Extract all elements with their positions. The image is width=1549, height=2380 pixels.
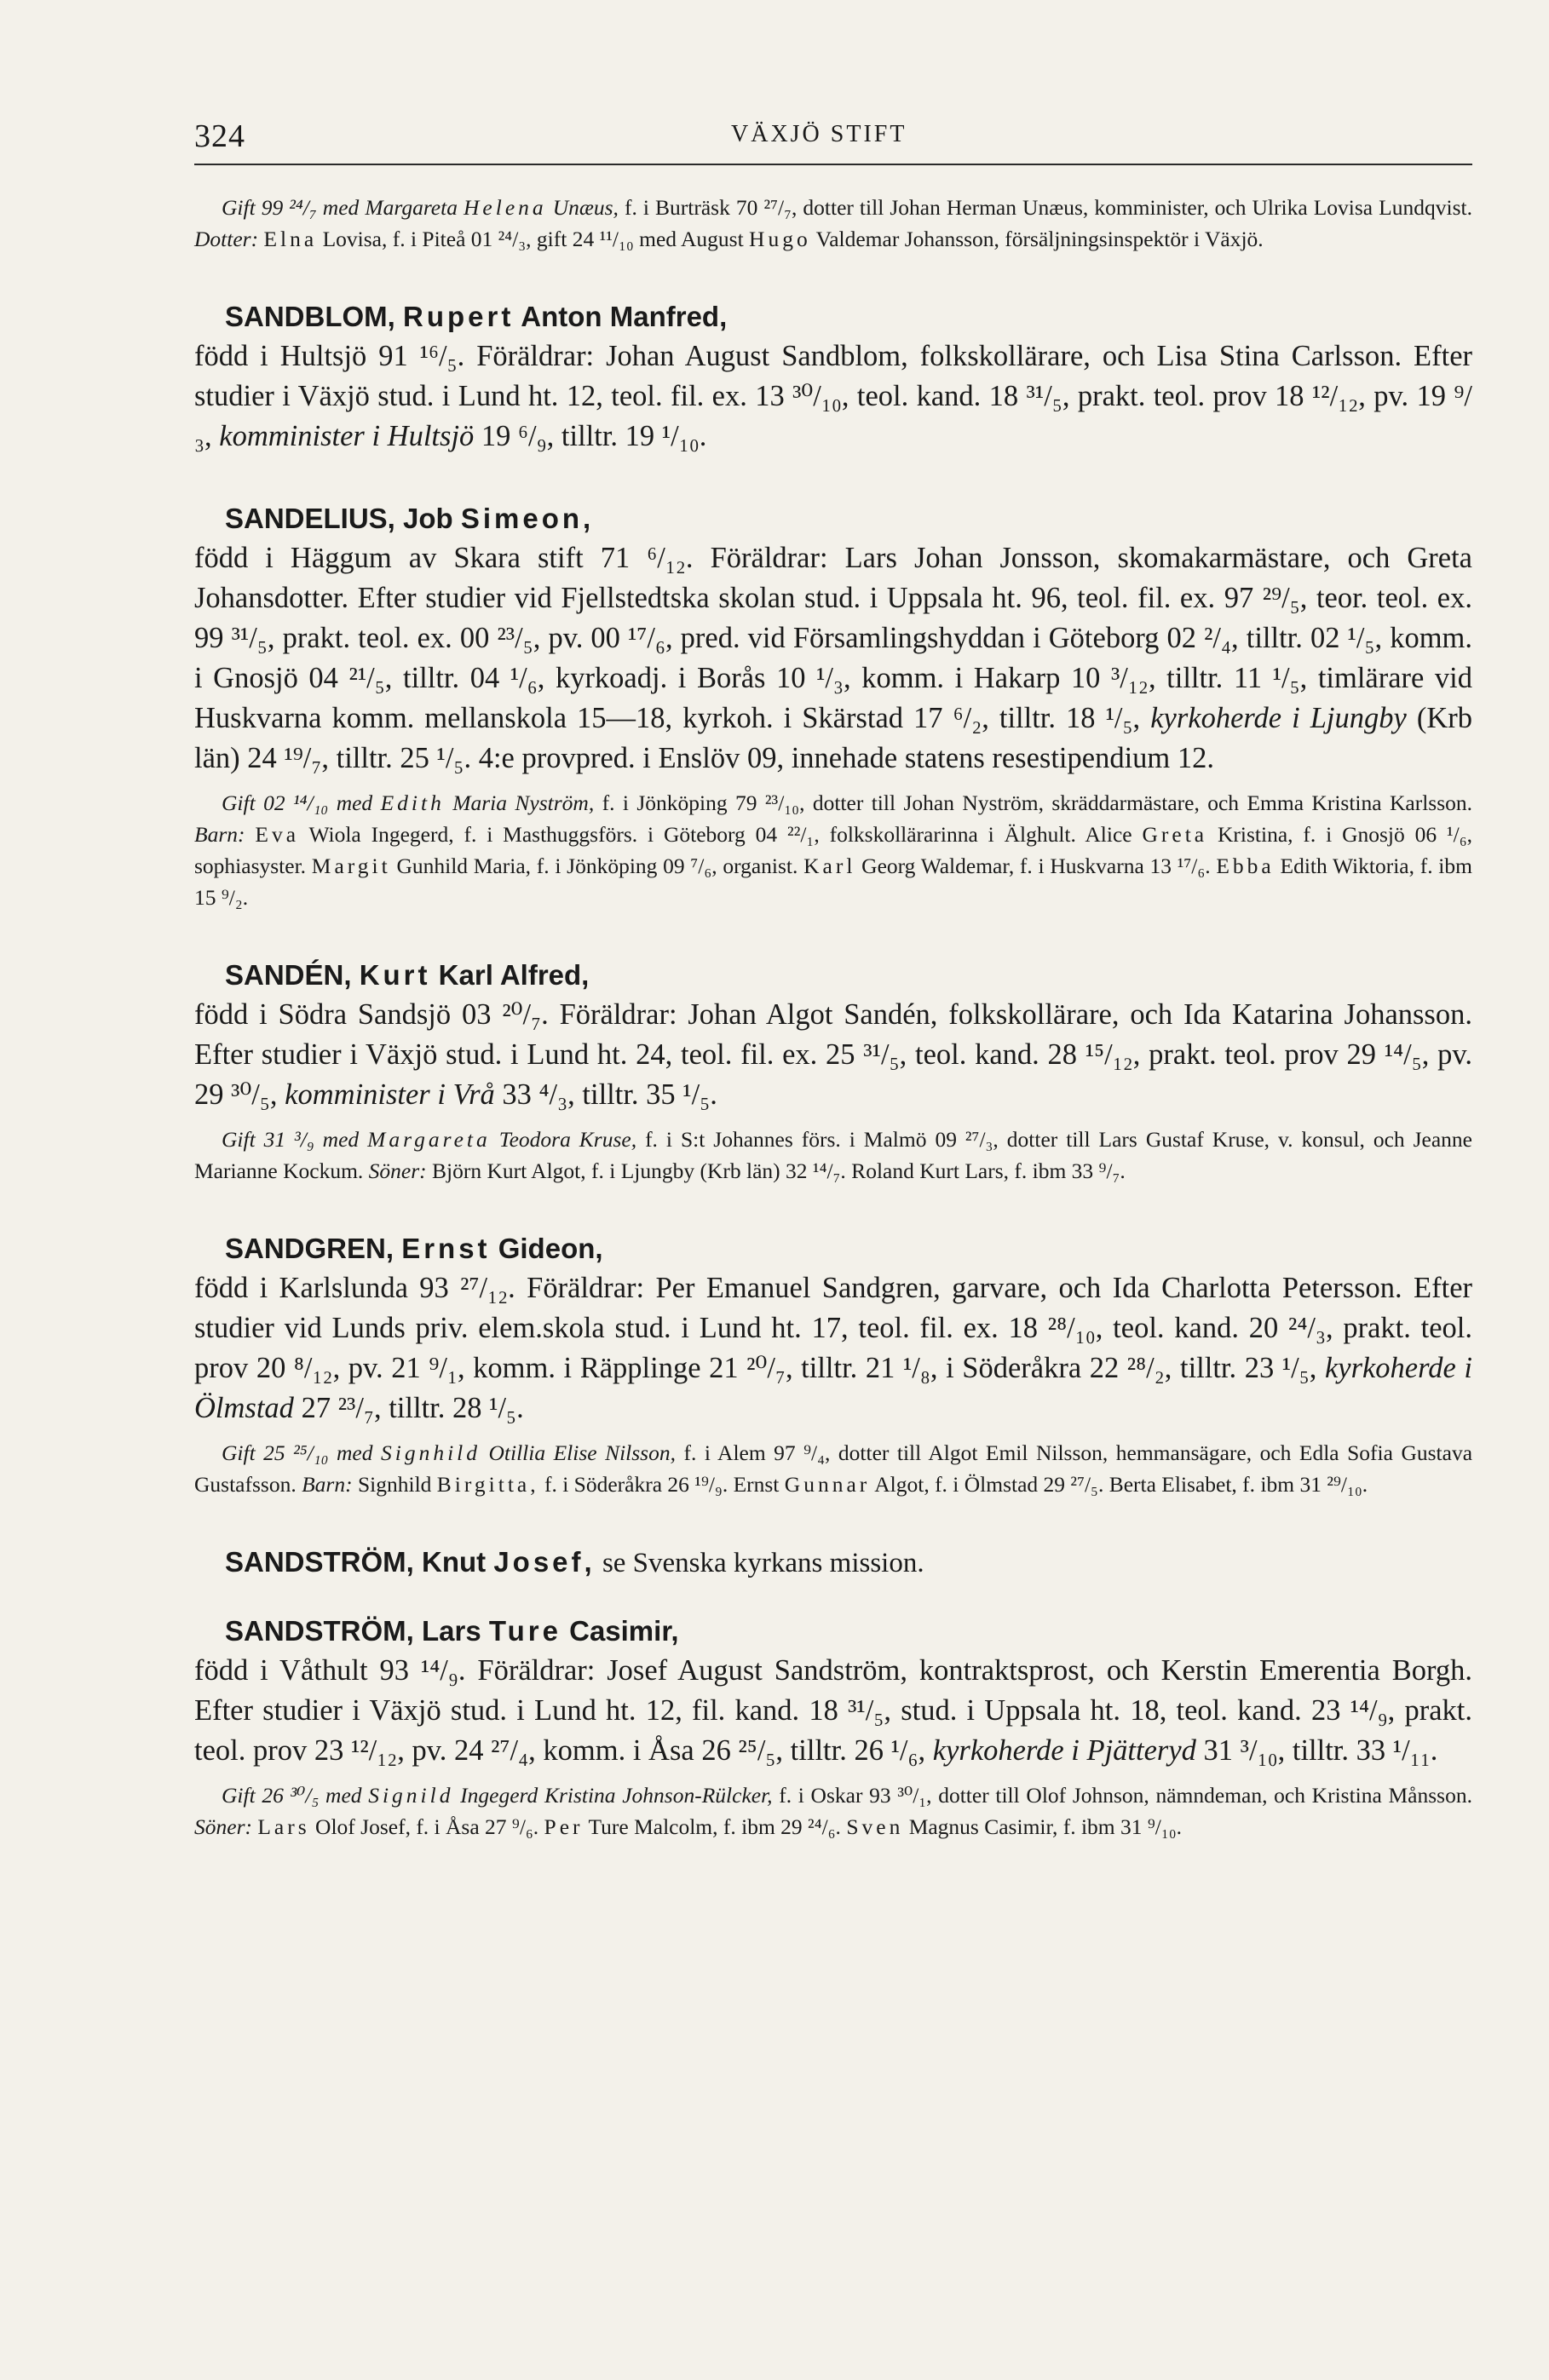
entry-sandgren: [194, 1229, 1472, 1500]
biography-paragraph: [194, 1651, 1472, 1771]
text-span: Margareta: [365, 195, 464, 220]
text-span: Teodora Kruse,: [490, 1127, 637, 1152]
text-span: Anton Manfred,: [514, 301, 728, 332]
text-span: Signhild: [380, 1440, 481, 1465]
biography-paragraph: [194, 995, 1472, 1115]
marriage-paragraph: [194, 1124, 1472, 1187]
text-span: SANDELIUS, Job: [225, 503, 461, 534]
text-span: f. i Alem 97 ⁹/₄, dotter till Algot Emil Nilsson, hemmansägare, och Edla Sofia Gustava Gustafsson.: [194, 1440, 1473, 1497]
text-span: Söner:: [194, 1814, 252, 1839]
biography-paragraph: [194, 538, 1472, 779]
entry-sandelius: [194, 499, 1472, 913]
text-span: komminister i Hultsjö: [219, 420, 475, 452]
text-span: Gift 31 ³/₉ med: [222, 1127, 368, 1152]
text-span: född i Hultsjö 91 ¹⁶/₅. Föräldrar: Johan August Sandblom, folkskollärare, och Lisa Stina Carlsson. Efter studier i Växjö stud. i Lund ht. 12, teol. fil. ex. 13 ³⁰/₁₀, teol. kand. 18 ³¹/₅, prakt. teol. prov 18 ¹²/₁₂, pv. 19 ⁹/₃,: [194, 340, 1472, 452]
text-span: SANDÉN,: [225, 959, 360, 991]
text-span: Greta: [1142, 822, 1208, 847]
text-span: Gift 25 ²⁵/₁₀ med: [222, 1440, 381, 1465]
text-span: Per: [544, 1814, 584, 1839]
text-span: Ernst: [401, 1233, 491, 1264]
entry-sandstrom-lars: [194, 1612, 1472, 1842]
text-span: f. i Söderåkra 26 ¹⁹/₉. Ernst: [538, 1472, 785, 1497]
text-span: född i Häggum av Skara stift 71 ⁶/₁₂. Föräldrar: Lars Johan Jonsson, skomakarmästare, och Greta Johansdotter. Efter studier vid Fjellstedtska skolan stud. i Uppsala ht. 96, teol. fil. ex. 97 ²⁹/₅, teor. teol. ex. 99 ³¹/₅, prakt. teol. ex. 00 ²³/₅, pv. 00 ¹⁷/₆, pred. vid Församlingshyddan i Göteborg 02 ²/₄, tilltr. 02 ¹/₅, komm. i Gnosjö 04 ²¹/₅, tilltr. 04 ¹/₆, kyrkoadj. i Borås 10 ¹/₃, komm. i Hakarp 10 ³/₁₂, tilltr. 11 ¹/₅, timlärare vid Huskvarna komm. mellanskola 15—18, kyrkoh. i Skärstad 17 ⁶/₂, tilltr. 18 ¹/₅,: [194, 542, 1472, 734]
text-span: Ture Malcolm, f. ibm 29 ²⁴/₆.: [583, 1814, 847, 1839]
text-span: Kristina, f. i Gnosjö 06 ¹/₆, sophiasyster.: [194, 822, 1473, 878]
text-span: Björn Kurt Algot, f. i Ljungby (Krb län) 32 ¹⁴/₇. Roland Kurt Lars, f. ibm 33 ⁹/₇.: [426, 1158, 1126, 1183]
text-span: Birgitta,: [436, 1472, 539, 1497]
text-span: Hugo: [749, 227, 811, 251]
text-span: Kurt: [359, 959, 431, 991]
text-span: Gunnar: [784, 1472, 871, 1497]
text-span: Signild: [368, 1783, 454, 1808]
text-span: Valdemar Johansson, försäljningsinspektör i Växjö.: [810, 227, 1264, 251]
text-span: Söner:: [368, 1158, 427, 1183]
text-span: Olof Josef, f. i Åsa 27 ⁹/₆.: [309, 1814, 544, 1839]
text-span: f. i Jönköping 79 ²³/₁₀, dotter till Johan Nyström, skräddarmästare, och Emma Kristina Karlsson.: [594, 790, 1473, 815]
text-span: Barn:: [194, 822, 245, 847]
page-number: 324: [194, 118, 245, 154]
biography-paragraph: [194, 336, 1472, 457]
text-span: Gideon,: [490, 1233, 603, 1264]
text-span: Lars: [257, 1814, 310, 1839]
text-span: kyrkoherde i Pjätteryd: [932, 1734, 1196, 1767]
text-span: Signhild: [352, 1472, 437, 1497]
marriage-paragraph: [194, 787, 1472, 913]
marriage-paragraph: [194, 1779, 1472, 1842]
entry-heading: [194, 1229, 1472, 1268]
text-span: Casimir,: [561, 1615, 679, 1647]
text-span: Gift 99 ²⁴/₇ med: [222, 195, 366, 220]
text-span: kyrkoherde i Ljungby: [1150, 702, 1407, 734]
header-rule: [194, 164, 1472, 165]
text-span: SANDSTRÖM, Knut: [225, 1546, 494, 1578]
entry-heading: [194, 297, 1472, 336]
text-span: Gift 02 ¹⁴/₁₀ med: [222, 790, 381, 815]
text-span: 31 ³/₁₀, tilltr. 33 ¹/₁₁.: [1195, 1734, 1438, 1767]
page-body: [194, 192, 1472, 1842]
text-span: f. i Oskar 93 ³⁰/₁, dotter till Olof Johnson, nämndeman, och Kristina Månsson.: [772, 1783, 1472, 1808]
text-span: Edith: [380, 790, 445, 815]
entry-heading: [194, 956, 1472, 995]
text-span: Gunhild Maria, f. i Jönköping 09 ⁷/₆, organist.: [390, 854, 804, 878]
text-span: född i Karlslunda 93 ²⁷/₁₂. Föräldrar: Per Emanuel Sandgren, garvare, och Ida Charlotta Petersson. Efter studier vid Lunds priv. elem.skola stud. i Lund ht. 17, teol. fil. ex. 18 ²⁸/₁₀, teol. kand. 20 ²⁴/₃, prakt. teol. prov 20 ⁸/₁₂, pv. 21 ⁹/₁, komm. i Räpplinge 21 ²⁰/₇, tilltr. 21 ¹/₈, i Söderåkra 22 ²⁸/₂, tilltr. 23 ¹/₅,: [194, 1272, 1472, 1384]
text-span: Helena: [464, 195, 547, 220]
text-span: f. i Burträsk 70 ²⁷/₇, dotter till Johan Herman Unæus, komminister, och Ulrika Lovisa Lundqvist.: [618, 195, 1472, 220]
marriage-paragraph: [194, 1437, 1472, 1500]
text-span: [245, 822, 256, 847]
text-span: Ture: [488, 1615, 561, 1647]
entry-sandblom: [194, 297, 1472, 457]
text-span: Simeon,: [460, 503, 595, 534]
text-span: kyrkoherde i Ölmstad: [194, 1352, 1472, 1424]
text-span: Georg Waldemar, f. i Huskvarna 13 ¹⁷/₆.: [855, 854, 1217, 878]
text-span: Maria Nyström,: [444, 790, 595, 815]
entry-sandstrom-knut: [194, 1543, 1472, 1583]
text-span: Rupert: [403, 301, 515, 332]
text-span: Barn:: [302, 1472, 353, 1497]
text-span: komminister i Vrå: [285, 1078, 495, 1111]
biography-paragraph: [194, 1268, 1472, 1429]
entry-heading: [194, 499, 1472, 538]
text-span: SANDGREN,: [225, 1233, 402, 1264]
text-span: Ingegerd Kristina Johnson-Rülcker,: [453, 1783, 773, 1808]
text-span: 27 ²³/₇, tilltr. 28 ¹/₅.: [293, 1392, 524, 1424]
text-span: Sven: [846, 1814, 904, 1839]
text-span: f. i S:t Johannes förs. i Malmö 09 ²⁷/₃, dotter till Lars Gustaf Kruse, v. konsul, och Jeanne Marianne Kockum.: [194, 1127, 1472, 1183]
text-span: Margit: [311, 854, 391, 878]
text-span: Margareta: [367, 1127, 491, 1152]
text-span: född i Våthult 93 ¹⁴/₉. Föräldrar: Josef August Sandström, kontraktsprost, och Kerstin Emerentia Borgh. Efter studier i Växjö stud. i Lund ht. 12, fil. kand. 18 ³¹/₅, stud. i Uppsala ht. 18, teol. kand. 23 ¹⁴/₉, prakt. teol. prov 23 ¹²/₁₂, pv. 24 ²⁷/₄, komm. i Åsa 26 ²⁵/₅, tilltr. 26 ¹/₆,: [194, 1654, 1472, 1767]
text-span: Edith Wiktoria, f. ibm 15 ⁹/₂.: [194, 854, 1472, 910]
text-span: Dotter:: [194, 227, 259, 251]
text-span: Gift 26 ³⁰/₅ med: [222, 1783, 369, 1808]
text-span: Elna: [263, 227, 318, 251]
text-span: född i Södra Sandsjö 03 ²⁰/₇. Föräldrar: Johan Algot Sandén, folkskollärare, och Ida Katarina Johansson. Efter studier i Växjö stud. i Lund ht. 24, teol. fil. ex. 25 ³¹/₅, teol. kand. 28 ¹⁵/₁₂, prakt. teol. prov 29 ¹⁴/₅, pv. 29 ³⁰/₅,: [194, 998, 1472, 1111]
cross-reference: se Svenska kyrkans mission.: [595, 1548, 924, 1578]
text-span: Lovisa, f. i Piteå 01 ²⁴/₃, gift 24 ¹¹/₁₀ med August: [317, 227, 750, 251]
text-span: Karl Alfred,: [430, 959, 590, 991]
text-span: Algot, f. i Ölmstad 29 ²⁷/₅. Berta Elisabet, f. ibm 31 ²⁹/₁₀.: [870, 1472, 1368, 1497]
text-span: 33 ⁴/₃, tilltr. 35 ¹/₅.: [494, 1078, 717, 1111]
marriage-paragraph-continued: [194, 192, 1472, 255]
text-span: Otillia Elise Nilsson,: [481, 1440, 676, 1465]
entry-sanden: [194, 956, 1472, 1187]
running-title: VÄXJÖ STIFT: [731, 121, 907, 147]
text-span: (Krb län) 24 ¹⁹/₇, tilltr. 25 ¹/₅. 4:e provpred. i Enslöv 09, innehade statens resestipendium 12.: [194, 702, 1473, 774]
entry-heading: [194, 1543, 1472, 1583]
page-header: [194, 118, 1472, 155]
text-span: Unæus,: [546, 195, 619, 220]
entry-heading: [194, 1612, 1472, 1651]
text-span: Eva: [255, 822, 300, 847]
text-span: Magnus Casimir, f. ibm 31 ⁹/₁₀.: [903, 1814, 1182, 1839]
text-span: Karl: [803, 854, 856, 878]
text-span: Josef,: [493, 1546, 596, 1578]
text-span: SANDSTRÖM, Lars: [225, 1615, 489, 1647]
text-span: Ebba: [1216, 854, 1275, 878]
text-span: Wiola Ingegerd, f. i Masthuggsförs. i Göteborg 04 ²²/₁, folkskollärarinna i Älghult. Alice: [299, 822, 1143, 847]
text-span: SANDBLOM,: [225, 301, 403, 332]
text-span: 19 ⁶/₉, tilltr. 19 ¹/₁₀.: [474, 420, 707, 452]
